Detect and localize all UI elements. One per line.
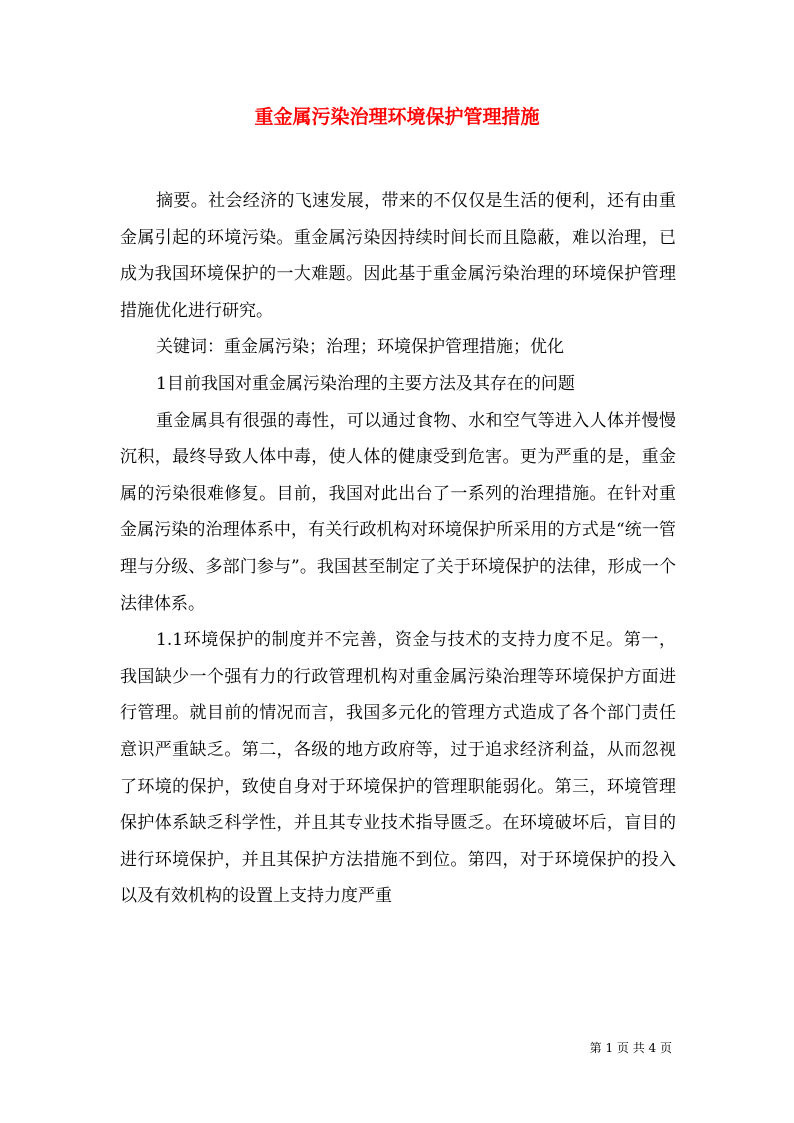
section-heading-1: 1目前我国对重金属污染治理的主要方法及其存在的问题 <box>156 373 575 394</box>
document-body <box>120 183 676 915</box>
body-paragraph: 1.1环境保护的制度并不完善，资金与技术的支持力度不足。第一，我国缺少一个强有力的行政管理机构对重金属污染治理等环境保护方面进行管理。就目前的情况而言，我国多元化的管理方式造成了各个部门责任意识严重缺乏。第二，各级的地方政府等，过于追求经济利益，从而忽视了环境的保护，致使自身对于环境保护的管理职能弱化。第三，环境管理保护体系缺乏科学性，并且其专业技术指导匮乏。在环境破坏后，盲目的进行环境保护，并且其保护方法措施不到位。第四，对于环境保护的投入以及有效机构的设置上支持力度严重 <box>120 630 676 907</box>
keywords-paragraph: 关键词：重金属污染；治理；环境保护管理措施；优化 <box>156 337 564 358</box>
page-number-footer: 第 1 页 共 4 页 <box>589 1041 672 1055</box>
abstract-paragraph: 摘要。社会经济的飞速发展，带来的不仅仅是生活的便利，还有由重金属引起的环境污染。重金属污染因持续时间长而且隐蔽，难以治理，已成为我国环境保护的一大难题。因此基于重金属污染治理的环境保护管理措施优化进行研究。 <box>120 191 676 321</box>
body-paragraph: 重金属具有很强的毒性，可以通过食物、水和空气等进入人体并慢慢沉积，最终导致人体中毒，使人体的健康受到危害。更为严重的是，重金属的污染很难修复。目前，我国对此出台了一系列的治理措施。在针对重金属污染的治理体系中，有关行政机构对环境保护所采用的方式是“统一管理与分级、多部门参与”。我国甚至制定了关于环境保护的法律，形成一个法律体系。 <box>120 410 676 614</box>
document-title: 重金属污染治理环境保护管理措施 <box>254 106 540 128</box>
